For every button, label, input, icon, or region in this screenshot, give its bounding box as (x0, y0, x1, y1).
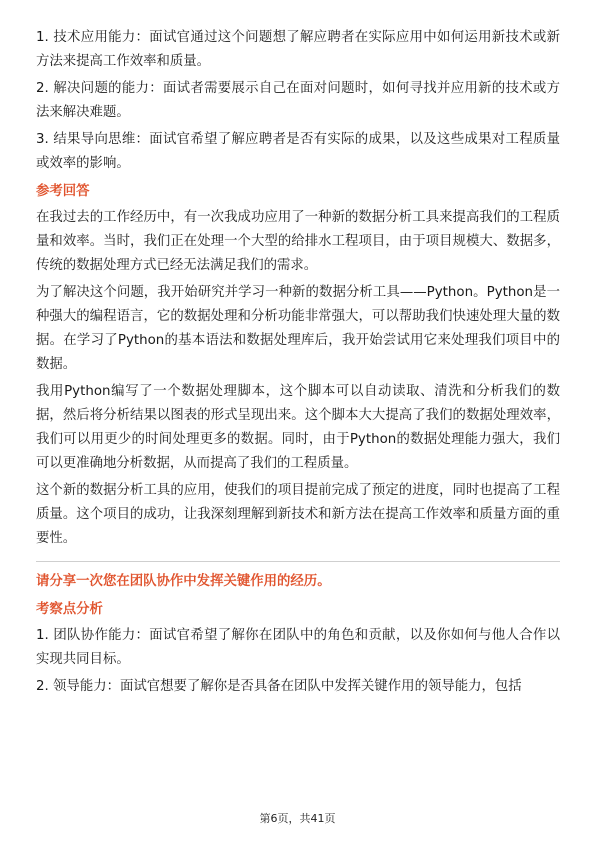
reference-answer-heading: 参考回答 (36, 184, 90, 199)
page-number-footer: 第6页，共41页 (259, 812, 336, 825)
point-leadership: 2. 领导能力：面试官想要了解你是否具备在团队中发挥关键作用的领导能力，包括 (36, 679, 522, 694)
document-page (36, 26, 560, 702)
point-result-oriented: 3. 结果导向思维：面试官希望了解应聘者是否有实际的成果，以及这些成果对工程质量或效率的影响。 (36, 132, 560, 171)
answer-paragraph-3: 我用Python编写了一个数据处理脚本，这个脚本可以自动读取、清洗和分析我们的数据，然后将分析结果以图表的形式呈现出来。这个脚本大大提高了我们的数据处理效率，我们可以用更少的时间处理更多的数据。同时，由于Python的数据处理能力强大，我们可以更准确地分析数据，从而提高了我们的工程质量。 (36, 384, 560, 471)
point-technical-application: 1. 技术应用能力：面试官通过这个问题想了解应聘者在实际应用中如何运用新技术或新方法来提高工作效率和质量。 (36, 30, 560, 69)
analysis-heading: 考察点分析 (36, 602, 103, 617)
answer-paragraph-4: 这个新的数据分析工具的应用，使我们的项目提前完成了预定的进度，同时也提高了工程质量。这个项目的成功，让我深刻理解到新技术和新方法在提高工作效率和质量方面的重要性。 (36, 483, 560, 546)
answer-paragraph-1: 在我过去的工作经历中，有一次我成功应用了一种新的数据分析工具来提高我们的工程质量和效率。当时，我们正在处理一个大型的给排水工程项目，由于项目规模大、数据多，传统的数据处理方式已经无法满足我们的需求。 (36, 210, 560, 273)
next-question-title: 请分享一次您在团队协作中发挥关键作用的经历。 (36, 574, 331, 589)
point-problem-solving: 2. 解决问题的能力：面试者需要展示自己在面对问题时，如何寻找并应用新的技术或方法来解决难题。 (36, 81, 560, 120)
point-teamwork: 1. 团队协作能力：面试官希望了解你在团队中的角色和贡献，以及你如何与他人合作以实现共同目标。 (36, 628, 560, 667)
answer-paragraph-2: 为了解决这个问题，我开始研究并学习一种新的数据分析工具——Python。Python是一种强大的编程语言，它的数据处理和分析功能非常强大，可以帮助我们快速处理大量的数据。在学习了Python的基本语法和数据处理库后，我开始尝试用它来处理我们项目中的数据。 (36, 285, 560, 372)
section-divider (36, 561, 560, 562)
